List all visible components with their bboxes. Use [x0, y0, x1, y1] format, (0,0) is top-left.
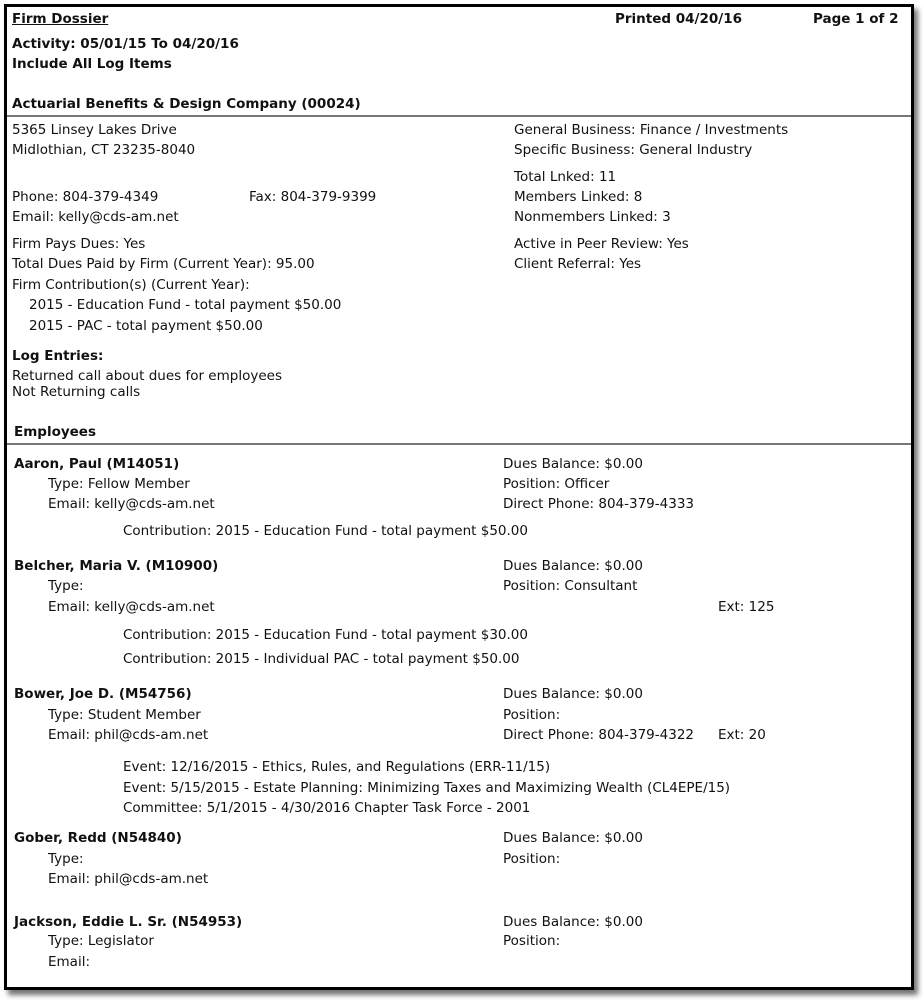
employee-email: Email: kelly@cds-am.net	[48, 599, 215, 615]
firm-contribution: 2015 - PAC - total payment $50.00	[29, 318, 263, 334]
firm-peer-review: Active in Peer Review: Yes	[514, 236, 689, 252]
employee-type: Type:	[48, 851, 84, 867]
firm-address-line2: Midlothian, CT 23235-8040	[12, 142, 196, 158]
firm-total-dues: Total Dues Paid by Firm (Current Year): 95.00	[12, 256, 315, 272]
employee-position: Position: Consultant	[503, 578, 638, 594]
include-log-items: Include All Log Items	[12, 56, 172, 72]
employee-email: Email: kelly@cds-am.net	[48, 496, 215, 512]
employee-position: Position:	[503, 851, 561, 867]
employee-type: Type: Student Member	[48, 707, 201, 723]
employee-dues-balance: Dues Balance: $0.00	[503, 456, 643, 472]
employee-dues-balance: Dues Balance: $0.00	[503, 558, 643, 574]
employee-contribution: Contribution: 2015 - Education Fund - total payment $50.00	[123, 523, 528, 539]
firm-fax: Fax: 804-379-9399	[249, 189, 377, 205]
firm-address-line1: 5365 Linsey Lakes Drive	[12, 122, 177, 138]
employee-direct-phone: Direct Phone: 804-379-4322	[503, 727, 695, 743]
firm-nonmembers-linked: Nonmembers Linked: 3	[514, 209, 671, 225]
employee-position: Position:	[503, 933, 561, 949]
employee-event: Event: 5/15/2015 - Estate Planning: Minimizing Taxes and Maximizing Wealth (CL4EPE/15)	[123, 780, 731, 796]
employee-name: Belcher, Maria V. (M10900)	[14, 558, 219, 574]
employee-dues-balance: Dues Balance: $0.00	[503, 914, 643, 930]
employee-position: Position: Officer	[503, 476, 610, 492]
firm-contributions-header: Firm Contribution(s) (Current Year):	[12, 277, 250, 293]
firm-divider	[7, 115, 911, 117]
employee-committee: Committee: 5/1/2015 - 4/30/2016 Chapter Task Force - 2001	[123, 800, 531, 816]
employee-name: Bower, Joe D. (M54756)	[14, 686, 192, 702]
employee-position: Position:	[503, 707, 561, 723]
employee-email: Email: phil@cds-am.net	[48, 727, 209, 743]
log-entry: Not Returning calls	[12, 384, 141, 400]
firm-client-referral: Client Referral: Yes	[514, 256, 642, 272]
employee-contribution: Contribution: 2015 - Education Fund - total payment $30.00	[123, 627, 528, 643]
employee-type: Type: Fellow Member	[48, 476, 190, 492]
employee-name: Jackson, Eddie L. Sr. (N54953)	[14, 914, 243, 930]
employee-name: Aaron, Paul (M14051)	[14, 456, 180, 472]
page-number: Page 1 of 2	[813, 11, 899, 27]
activity-range: Activity: 05/01/15 To 04/20/16	[12, 36, 239, 52]
employees-heading: Employees	[14, 424, 97, 440]
employee-type: Type:	[48, 578, 84, 594]
report-page	[4, 4, 914, 990]
firm-email: Email: kelly@cds-am.net	[12, 209, 179, 225]
employees-divider	[7, 443, 911, 445]
employee-direct-phone: Direct Phone: 804-379-4333	[503, 496, 695, 512]
employee-ext: Ext: 125	[718, 599, 775, 615]
employee-email: Email: phil@cds-am.net	[48, 871, 209, 887]
employee-event: Event: 12/16/2015 - Ethics, Rules, and Regulations (ERR-11/15)	[123, 759, 551, 775]
printed-date: Printed 04/20/16	[615, 11, 742, 27]
employee-contribution: Contribution: 2015 - Individual PAC - total payment $50.00	[123, 651, 520, 667]
firm-pays-dues: Firm Pays Dues: Yes	[12, 236, 146, 252]
firm-name: Actuarial Benefits & Design Company (00024)	[12, 96, 361, 112]
firm-general-business: General Business: Finance / Investments	[514, 122, 789, 138]
log-entries-heading: Log Entries:	[12, 348, 104, 364]
firm-specific-business: Specific Business: General Industry	[514, 142, 753, 158]
log-entry: Returned call about dues for employees	[12, 368, 282, 384]
employee-dues-balance: Dues Balance: $0.00	[503, 686, 643, 702]
firm-phone: Phone: 804-379-4349	[12, 189, 159, 205]
employee-name: Gober, Redd (N54840)	[14, 830, 182, 846]
firm-contribution: 2015 - Education Fund - total payment $50.00	[29, 297, 342, 313]
employee-ext: Ext: 20	[718, 727, 766, 743]
firm-total-linked: Total Lnked: 11	[514, 169, 617, 185]
employee-dues-balance: Dues Balance: $0.00	[503, 830, 643, 846]
firm-members-linked: Members Linked: 8	[514, 189, 643, 205]
report-title: Firm Dossier	[12, 11, 109, 27]
employee-email: Email:	[48, 954, 91, 970]
employee-type: Type: Legislator	[48, 933, 154, 949]
